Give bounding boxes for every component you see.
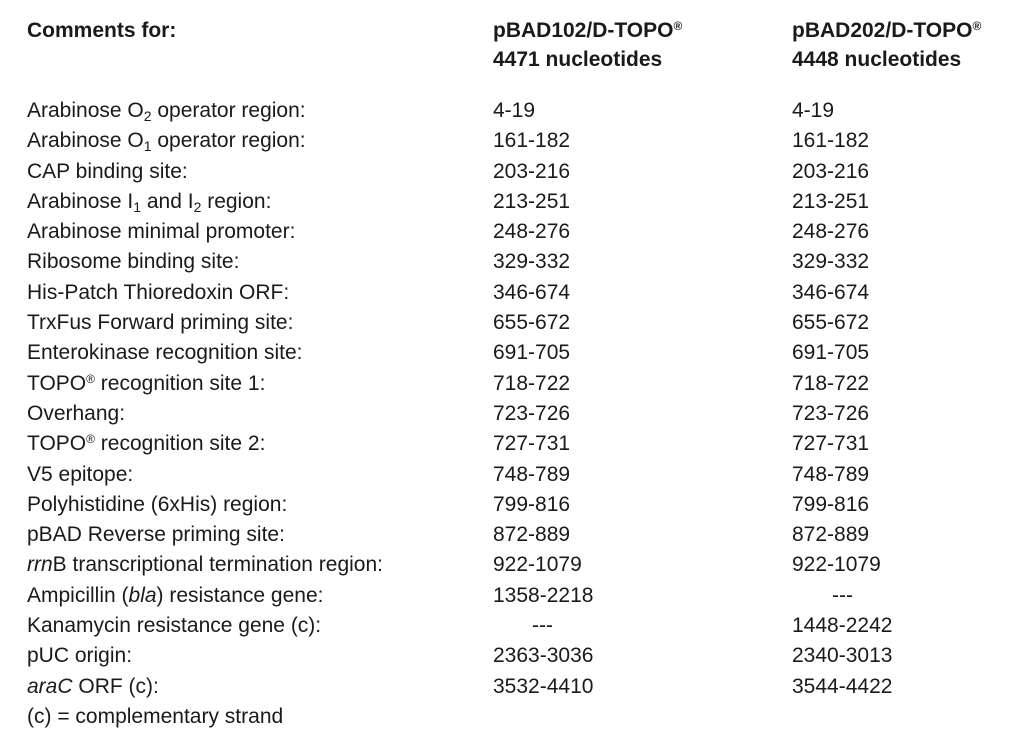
pbad202-position: 2340-3013 (792, 644, 893, 668)
feature-label (27, 581, 323, 611)
table-row (27, 399, 1017, 429)
feature-label (27, 187, 271, 217)
pbad102-position: 655-672 (493, 311, 571, 335)
table-row (27, 157, 1017, 187)
pbad202-position: 799-816 (792, 492, 870, 516)
label-part: ® (86, 371, 95, 386)
pbad202-position: 718-722 (792, 371, 870, 395)
label-part: Enterokinase recognition site: (27, 341, 303, 365)
label-part: region: (201, 189, 272, 213)
feature-label (27, 308, 293, 338)
comments-for-label: Comments for: (27, 19, 177, 42)
label-part: CAP binding site: (27, 159, 188, 183)
label-part: 2 (193, 198, 202, 215)
label-part: Arabinose minimal promoter: (27, 220, 296, 244)
pbad202-position: 723-726 (792, 401, 870, 425)
pbad102-position: 213-251 (493, 189, 571, 213)
registered-mark: ® (972, 19, 982, 33)
label-part: operator region: (151, 99, 306, 122)
footnote: (c) = complementary strand (27, 705, 284, 728)
pbad102-title: pBAD102/D-TOPO (493, 19, 674, 42)
label-part: His-Patch Thioredoxin ORF: (27, 280, 290, 304)
pbad102-position: 329-332 (493, 250, 571, 274)
table-row (27, 460, 1017, 490)
pbad102-position: 872-889 (493, 523, 571, 547)
label-part: operator region: (151, 129, 306, 153)
feature-label (27, 96, 306, 126)
pbad102-position: --- (532, 614, 553, 638)
pbad102-position: 248-276 (493, 220, 571, 244)
pbad102-position: 748-789 (493, 462, 571, 486)
pbad202-position: 691-705 (792, 341, 870, 365)
pbad102-position: 723-726 (493, 401, 571, 425)
pbad202-position: 655-672 (792, 311, 870, 335)
table-row (27, 641, 1017, 671)
table-row (27, 611, 1017, 641)
pbad102-position: 4-19 (493, 99, 536, 122)
table-row (27, 217, 1017, 247)
pbad202-position: 161-182 (792, 129, 870, 153)
comments-for-heading (27, 16, 176, 45)
pbad102-position: 203-216 (493, 159, 571, 183)
label-part: bla (128, 583, 157, 607)
feature-label (27, 217, 295, 247)
table-row (27, 338, 1017, 368)
label-part: Polyhistidine (6xHis) region: (27, 492, 288, 516)
table-row (27, 369, 1017, 399)
feature-label (27, 460, 133, 490)
feature-table (27, 96, 1017, 702)
pbad102-position: 2363-3036 (493, 644, 594, 668)
label-part: Kanamycin resistance gene (c): (27, 614, 322, 638)
pbad202-position: 748-789 (792, 462, 870, 486)
feature-label (27, 278, 289, 308)
label-part: 1 (143, 138, 152, 155)
label-part: 2 (143, 108, 152, 124)
label-part: recognition site 2: (94, 432, 266, 456)
pbad102-size: 4471 nucleotides (493, 48, 663, 71)
feature-label (27, 157, 188, 187)
label-part: ® (86, 432, 95, 447)
pbad202-position: 872-889 (792, 523, 870, 547)
pbad102-position: 1358-2218 (493, 583, 594, 607)
feature-label (27, 520, 285, 550)
pbad202-position: 248-276 (792, 220, 870, 244)
feature-label (27, 399, 125, 429)
pbad102-position: 727-731 (493, 432, 571, 456)
table-row (27, 490, 1017, 520)
feature-label (27, 338, 303, 368)
pbad102-position: 346-674 (493, 280, 571, 304)
table-row (27, 247, 1017, 277)
label-part: Overhang: (27, 401, 126, 425)
table-row (27, 550, 1017, 580)
pbad102-position: 3532-4410 (493, 674, 594, 698)
label-part: Ampicillin ( (27, 583, 129, 607)
label-part: TOPO (27, 371, 87, 395)
pbad102-position: 799-816 (493, 492, 571, 516)
pbad202-position: 727-731 (792, 432, 870, 456)
pbad102-position: 161-182 (493, 129, 571, 153)
table-row (27, 278, 1017, 308)
feature-label (27, 247, 239, 277)
feature-label (27, 429, 265, 459)
pbad202-position: 922-1079 (792, 553, 881, 577)
label-part: Arabinose O (27, 129, 144, 153)
label-part: ORF (c): (72, 674, 159, 698)
table-row (27, 581, 1017, 611)
pbad102-position: 718-722 (493, 371, 571, 395)
table-row (27, 96, 1017, 126)
pbad202-position: 329-332 (792, 250, 870, 274)
label-part: pUC origin: (27, 644, 133, 668)
table-row (27, 187, 1017, 217)
label-part: B transcriptional termination region: (52, 553, 384, 577)
feature-label (27, 126, 306, 156)
pbad202-position: 203-216 (792, 159, 870, 183)
pbad102-column-header (493, 16, 682, 74)
label-part: 1 (133, 198, 142, 215)
pbad202-position: --- (832, 583, 853, 607)
pbad202-position: 4-19 (792, 99, 835, 122)
label-part: Ribosome binding site: (27, 250, 240, 274)
feature-label (27, 550, 383, 580)
feature-label (27, 672, 159, 702)
pbad102-position: 691-705 (493, 341, 571, 365)
pbad202-size: 4448 nucleotides (792, 48, 962, 71)
label-part: Arabinose I (27, 189, 134, 213)
table-row (27, 126, 1017, 156)
feature-label (27, 369, 265, 399)
label-part: TOPO (27, 432, 87, 456)
feature-label (27, 641, 132, 671)
pbad202-column-header (792, 16, 981, 74)
label-part: recognition site 1: (94, 371, 266, 395)
table-row (27, 429, 1017, 459)
label-part: pBAD Reverse priming site: (27, 523, 285, 547)
table-row (27, 308, 1017, 338)
pbad202-position: 1448-2242 (792, 614, 893, 638)
pbad202-position: 213-251 (792, 189, 870, 213)
pbad202-position: 3544-4422 (792, 674, 893, 698)
feature-label (27, 490, 287, 520)
table-row (27, 520, 1017, 550)
label-part: araC (27, 674, 73, 698)
pbad202-title: pBAD202/D-TOPO (792, 19, 973, 42)
label-part: V5 epitope: (27, 462, 134, 486)
pbad102-position: 922-1079 (493, 553, 582, 577)
feature-label (27, 611, 321, 641)
table-row (27, 672, 1017, 702)
pbad202-position: 346-674 (792, 280, 870, 304)
label-part: ) resistance gene: (156, 583, 324, 607)
label-part: TrxFus Forward priming site: (27, 311, 294, 335)
registered-mark: ® (673, 19, 683, 33)
label-part: rrn (27, 553, 53, 577)
label-part: and I (141, 189, 194, 213)
label-part: Arabinose O (27, 99, 144, 122)
